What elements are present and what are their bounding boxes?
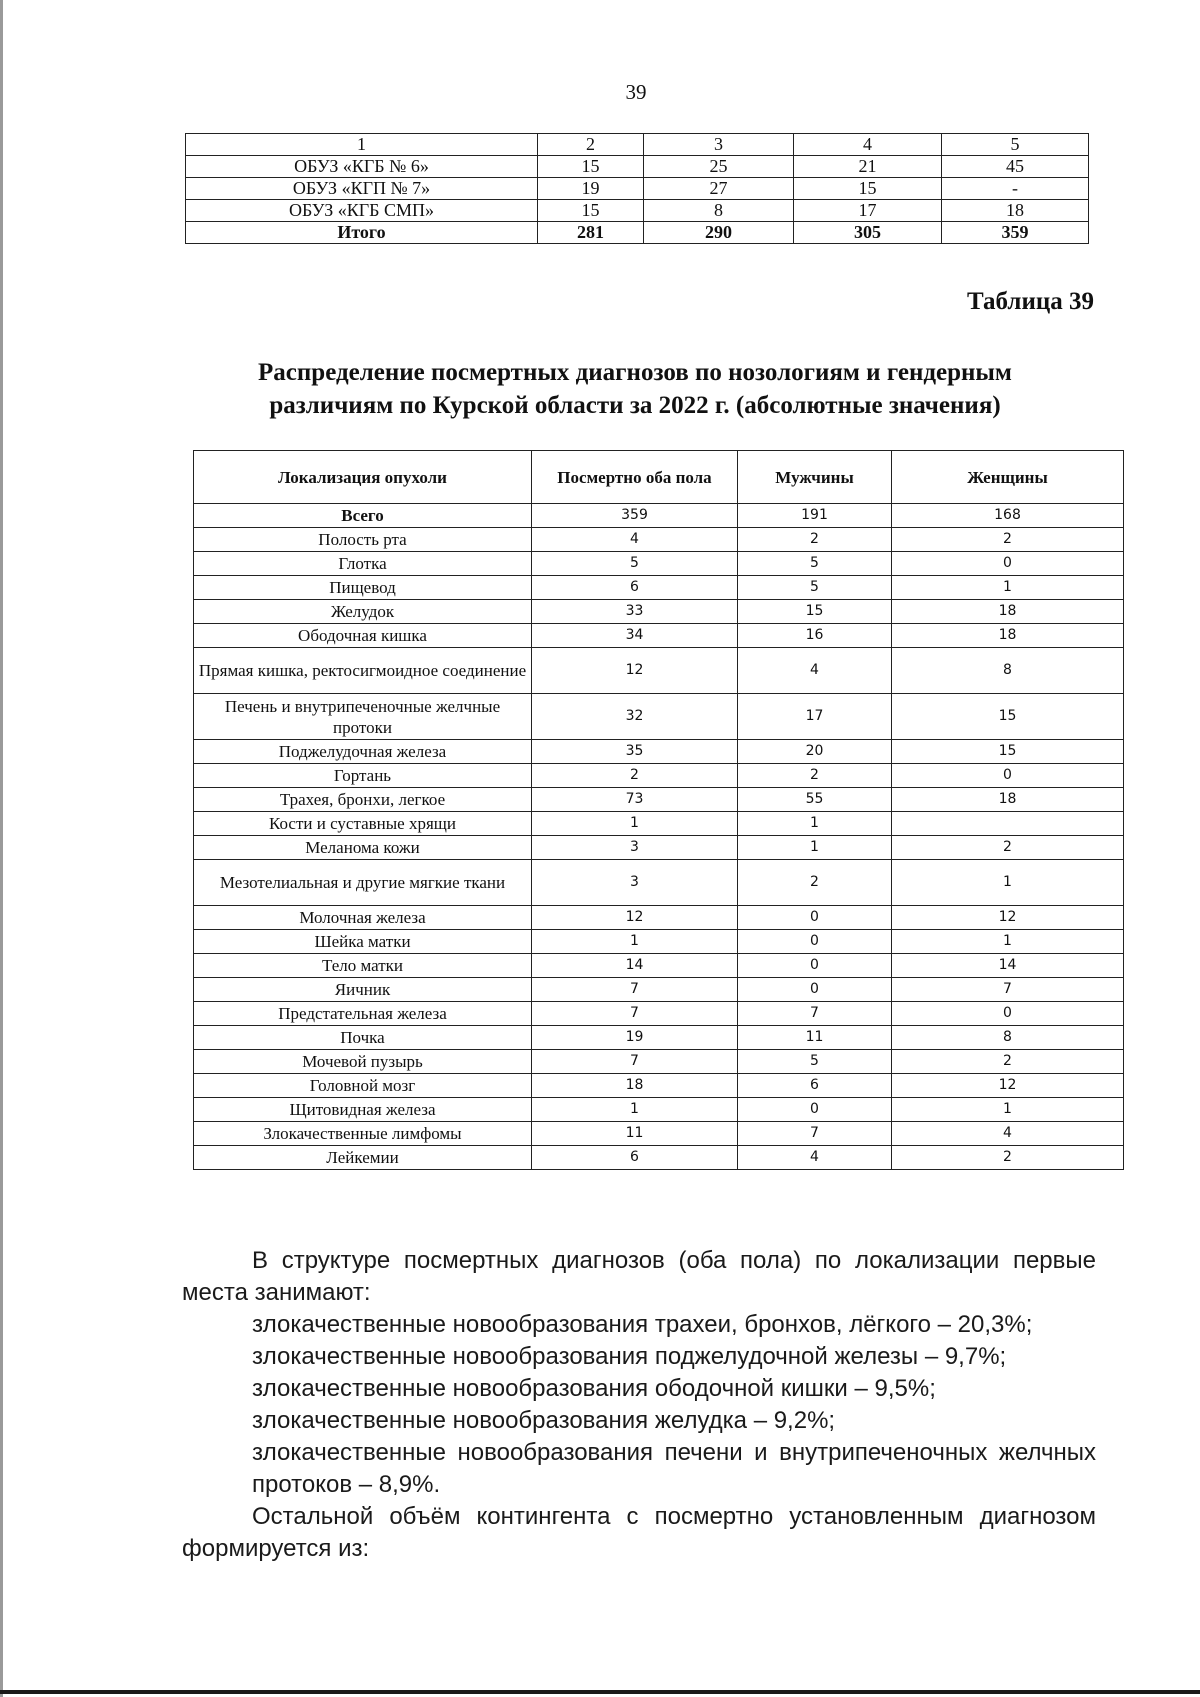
table-row [194, 860, 1124, 906]
top-table-row [186, 156, 1089, 178]
cell-women: 1 [892, 576, 1124, 600]
cell-localization: Кости и суставные хрящи [194, 812, 532, 836]
table-row [194, 1026, 1124, 1050]
cell-both-sexes: 73 [532, 788, 738, 812]
top-table-header-cell: 4 [794, 134, 942, 156]
cell-localization: Мезотелиальная и другие мягкие ткани [194, 860, 532, 906]
top-table-header-cell: 5 [942, 134, 1089, 156]
top-table-cell: 15 [794, 178, 942, 200]
cell-both-sexes: 3 [532, 836, 738, 860]
cell-women [892, 812, 1124, 836]
cell-men: 55 [738, 788, 892, 812]
table-row [194, 648, 1124, 694]
cell-women: 0 [892, 764, 1124, 788]
top-table-total-cell: 290 [644, 222, 794, 244]
scan-left-edge [0, 0, 3, 1697]
cell-both-sexes: 18 [532, 1074, 738, 1098]
cell-men: 11 [738, 1026, 892, 1050]
top-table-total-cell: 359 [942, 222, 1089, 244]
table-row [194, 576, 1124, 600]
cell-women: 168 [892, 504, 1124, 528]
cell-men: 2 [738, 528, 892, 552]
cell-localization: Печень и внутрипеченочные желчные протоки [194, 694, 532, 740]
cell-both-sexes: 33 [532, 600, 738, 624]
table-caption-line: Распределение посмертных диагнозов по нозологиям и гендерным [258, 359, 1012, 386]
table-row [194, 694, 1124, 740]
cell-localization: Почка [194, 1026, 532, 1050]
paragraph-closing: Остальной объём контингента с посмертно установленным диагнозом формируется из: [182, 1503, 1096, 1562]
top-table-cell: 45 [942, 156, 1089, 178]
table-row [194, 836, 1124, 860]
diagnoses-table [193, 450, 1124, 1170]
cell-men: 17 [738, 694, 892, 740]
table-row [194, 1050, 1124, 1074]
cell-localization: Головной мозг [194, 1074, 532, 1098]
cell-men: 2 [738, 860, 892, 906]
cell-both-sexes: 11 [532, 1122, 738, 1146]
cell-localization: Молочная железа [194, 906, 532, 930]
cell-localization: Яичник [194, 978, 532, 1002]
table-row [194, 764, 1124, 788]
top-table-header-cell: 3 [644, 134, 794, 156]
cell-women: 2 [892, 1146, 1124, 1170]
top-table-header-row [186, 134, 1089, 156]
column-header-women: Женщины [892, 451, 1124, 504]
cell-men: 0 [738, 954, 892, 978]
cell-localization: Прямая кишка, ректосигмоидное соединение [194, 648, 532, 694]
table-row [194, 528, 1124, 552]
top-table-cell: 17 [794, 200, 942, 222]
cell-both-sexes: 1 [532, 812, 738, 836]
cell-women: 14 [892, 954, 1124, 978]
top-table-cell: ОБУЗ «КГБ СМП» [186, 200, 538, 222]
cell-both-sexes: 14 [532, 954, 738, 978]
table-row [194, 624, 1124, 648]
table-row [194, 954, 1124, 978]
top-table-cell: 25 [644, 156, 794, 178]
cell-both-sexes: 12 [532, 906, 738, 930]
cell-both-sexes: 7 [532, 978, 738, 1002]
top-table-cell: ОБУЗ «КГБ № 6» [186, 156, 538, 178]
top-table-total-cell: 305 [794, 222, 942, 244]
cell-men: 0 [738, 906, 892, 930]
cell-men: 5 [738, 552, 892, 576]
top-table-cell: 27 [644, 178, 794, 200]
top-table-cell: 15 [538, 200, 644, 222]
cell-men: 5 [738, 1050, 892, 1074]
cell-both-sexes: 7 [532, 1002, 738, 1026]
cell-men: 4 [738, 1146, 892, 1170]
table-row [194, 1002, 1124, 1026]
cell-localization: Поджелудочная железа [194, 740, 532, 764]
table-row [194, 552, 1124, 576]
body-text [182, 1245, 1096, 1565]
top-table-total-cell: Итого [186, 222, 538, 244]
top-table [185, 133, 1089, 244]
column-header-men: Мужчины [738, 451, 892, 504]
cell-women: 18 [892, 600, 1124, 624]
cell-men: 7 [738, 1122, 892, 1146]
cell-localization: Лейкемии [194, 1146, 532, 1170]
cell-localization: Желудок [194, 600, 532, 624]
cell-women: 0 [892, 552, 1124, 576]
cell-both-sexes: 7 [532, 1050, 738, 1074]
cell-localization: Шейка матки [194, 930, 532, 954]
cell-both-sexes: 1 [532, 1098, 738, 1122]
paragraph-intro: В структуре посмертных диагнозов (оба пола) по локализации первые места занимают: [182, 1247, 1096, 1306]
cell-men: 2 [738, 764, 892, 788]
cell-localization: Трахея, бронхи, легкое [194, 788, 532, 812]
column-header-both-sexes: Посмертно оба пола [532, 451, 738, 504]
cell-women: 12 [892, 906, 1124, 930]
table-row [194, 906, 1124, 930]
cell-localization: Ободочная кишка [194, 624, 532, 648]
cell-both-sexes: 3 [532, 860, 738, 906]
cell-both-sexes: 6 [532, 576, 738, 600]
cell-localization: Пищевод [194, 576, 532, 600]
list-item: злокачественные новообразования поджелудочной железы – 9,7%; [252, 1343, 1007, 1370]
top-table-cell: 21 [794, 156, 942, 178]
cell-localization: Мочевой пузырь [194, 1050, 532, 1074]
cell-women: 8 [892, 648, 1124, 694]
diagnoses-table-header-row [194, 451, 1124, 504]
top-table-total-row [186, 222, 1089, 244]
cell-men: 0 [738, 930, 892, 954]
cell-women: 18 [892, 788, 1124, 812]
cell-women: 7 [892, 978, 1124, 1002]
table-row [194, 978, 1124, 1002]
top-table-cell: 15 [538, 156, 644, 178]
cell-men: 1 [738, 836, 892, 860]
cell-men: 5 [738, 576, 892, 600]
top-table-cell: ОБУЗ «КГП № 7» [186, 178, 538, 200]
top-table-cell: 18 [942, 200, 1089, 222]
cell-localization: Глотка [194, 552, 532, 576]
cell-localization: Злокачественные лимфомы [194, 1122, 532, 1146]
cell-both-sexes: 12 [532, 648, 738, 694]
cell-both-sexes: 19 [532, 1026, 738, 1050]
cell-women: 1 [892, 930, 1124, 954]
cell-both-sexes: 35 [532, 740, 738, 764]
cell-both-sexes: 2 [532, 764, 738, 788]
cell-women: 2 [892, 1050, 1124, 1074]
cell-men: 20 [738, 740, 892, 764]
cell-women: 4 [892, 1122, 1124, 1146]
cell-both-sexes: 32 [532, 694, 738, 740]
cell-localization: Полость рта [194, 528, 532, 552]
table-caption-line: различиям по Курской области за 2022 г. (абсолютные значения) [269, 392, 1001, 419]
table-row [194, 600, 1124, 624]
cell-men: 16 [738, 624, 892, 648]
cell-localization: Меланома кожи [194, 836, 532, 860]
top-table-row [186, 178, 1089, 200]
cell-women: 2 [892, 836, 1124, 860]
cell-women: 12 [892, 1074, 1124, 1098]
cell-localization: Тело матки [194, 954, 532, 978]
cell-localization: Предстательная железа [194, 1002, 532, 1026]
top-table-header-cell: 2 [538, 134, 644, 156]
scan-bottom-edge [0, 1690, 1200, 1694]
cell-men: 191 [738, 504, 892, 528]
top-table-cell: - [942, 178, 1089, 200]
column-header-localization: Локализация опухоли [194, 451, 532, 504]
cell-women: 18 [892, 624, 1124, 648]
cell-men: 15 [738, 600, 892, 624]
table-row [194, 1074, 1124, 1098]
page-number: 39 [625, 80, 647, 104]
cell-women: 15 [892, 740, 1124, 764]
list-item: злокачественные новообразования трахеи, бронхов, лёгкого – 20,3%; [252, 1311, 1033, 1338]
list-item: злокачественные новообразования желудка – 9,2%; [252, 1407, 836, 1434]
cell-both-sexes: 1 [532, 930, 738, 954]
table-row [194, 788, 1124, 812]
cell-men: 6 [738, 1074, 892, 1098]
cell-men: 4 [738, 648, 892, 694]
list-item: злокачественные новообразования печени и внутрипеченочных желчных протоков – 8,9%. [252, 1439, 1096, 1498]
top-table-cell: 19 [538, 178, 644, 200]
cell-both-sexes: 4 [532, 528, 738, 552]
cell-both-sexes: 34 [532, 624, 738, 648]
cell-both-sexes: 5 [532, 552, 738, 576]
cell-men: 1 [738, 812, 892, 836]
cell-both-sexes: 359 [532, 504, 738, 528]
table-row [194, 930, 1124, 954]
top-table-header-cell: 1 [186, 134, 538, 156]
cell-men: 0 [738, 1098, 892, 1122]
table-row [194, 1098, 1124, 1122]
table-row-total [194, 504, 1124, 528]
cell-women: 0 [892, 1002, 1124, 1026]
cell-women: 2 [892, 528, 1124, 552]
cell-localization: Всего [194, 504, 532, 528]
cell-both-sexes: 6 [532, 1146, 738, 1170]
cell-localization: Гортань [194, 764, 532, 788]
top-table-total-cell: 281 [538, 222, 644, 244]
cell-men: 7 [738, 1002, 892, 1026]
cell-women: 15 [892, 694, 1124, 740]
cell-women: 8 [892, 1026, 1124, 1050]
cell-men: 0 [738, 978, 892, 1002]
cell-women: 1 [892, 1098, 1124, 1122]
top-table-cell: 8 [644, 200, 794, 222]
top-table-row [186, 200, 1089, 222]
table-row [194, 740, 1124, 764]
table-row [194, 1122, 1124, 1146]
list-item: злокачественные новообразования ободочной кишки – 9,5%; [252, 1375, 936, 1402]
table-row [194, 1146, 1124, 1170]
table-number-label: Таблица 39 [966, 288, 1094, 315]
cell-localization: Щитовидная железа [194, 1098, 532, 1122]
cell-women: 1 [892, 860, 1124, 906]
table-row [194, 812, 1124, 836]
diagnoses-table-body [194, 504, 1124, 1170]
table-caption [130, 356, 1140, 422]
